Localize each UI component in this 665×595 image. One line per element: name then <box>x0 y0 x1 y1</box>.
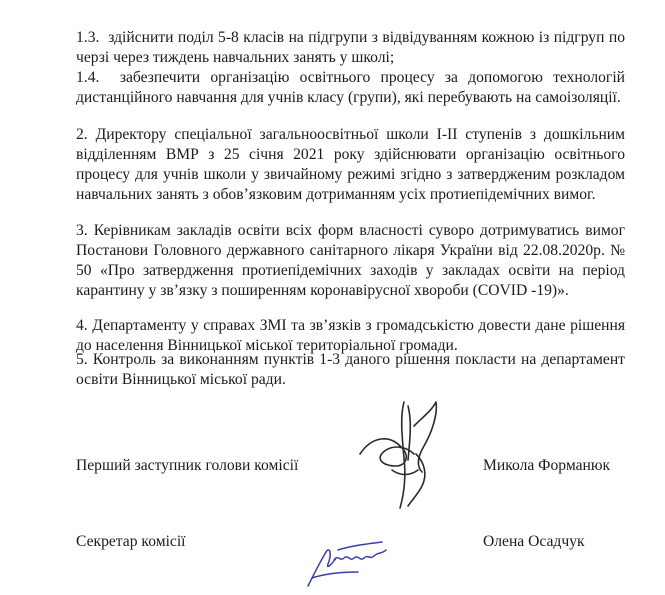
handwritten-signature-second <box>304 530 404 590</box>
signatory-title-first: Перший заступник голови комісії <box>76 457 299 474</box>
signatory-name-first: Микола Форманюк <box>483 457 611 474</box>
paragraph-5: 5. Контроль за виконанням пунктів 1-3 даного рішення покласти на департамент освіти Вінницької міської ради. <box>76 351 625 388</box>
paragraph-1-3: 1.3. здійснити поділ 5-8 класів на підгрупи з відвідуванням кожною із підгруп по черзі через тиждень навчальних занять у школі; <box>76 29 625 66</box>
paragraph-3: 3. Керівникам закладів освіти всіх форм власності суворо дотримуватись вимог Постанови Головного державного санітарного лікаря України від 22.08.2020р. № 50 «Про затвердження протиепідемічних заходів у закладах освіти на період карантину у зв’язку з поширенням коронавірусної хвороби (COVID -19)». <box>76 222 625 299</box>
paragraph-1-4: 1.4. забезпечити організацію освітнього процесу за допомогою технологій дистанційного навчання для учнів класу (групи), які перебувають на самоізоляції. <box>76 69 625 106</box>
paragraph-2: 2. Директору спеціальної загальноосвітньої школи І-ІІ ступенів з дошкільним відділенням ВМР з 25 січня 2021 року здійснювати організацію освітнього процесу для учнів школи у звичайному режимі згідно з затвердженим розкладом навчальних занять з обов’язковим дотриманням усіх протиепідемічних вимог. <box>76 126 625 203</box>
signatory-title-second: Секретар комісії <box>76 533 186 550</box>
signatory-name-second: Олена Осадчук <box>483 533 585 550</box>
paragraph-4: 4. Департаменту у справах ЗМІ та зв’язків з громадськістю довести дане рішення до населення Вінницької міської територіальної громади. <box>76 317 625 354</box>
handwritten-signature-first <box>352 396 462 514</box>
